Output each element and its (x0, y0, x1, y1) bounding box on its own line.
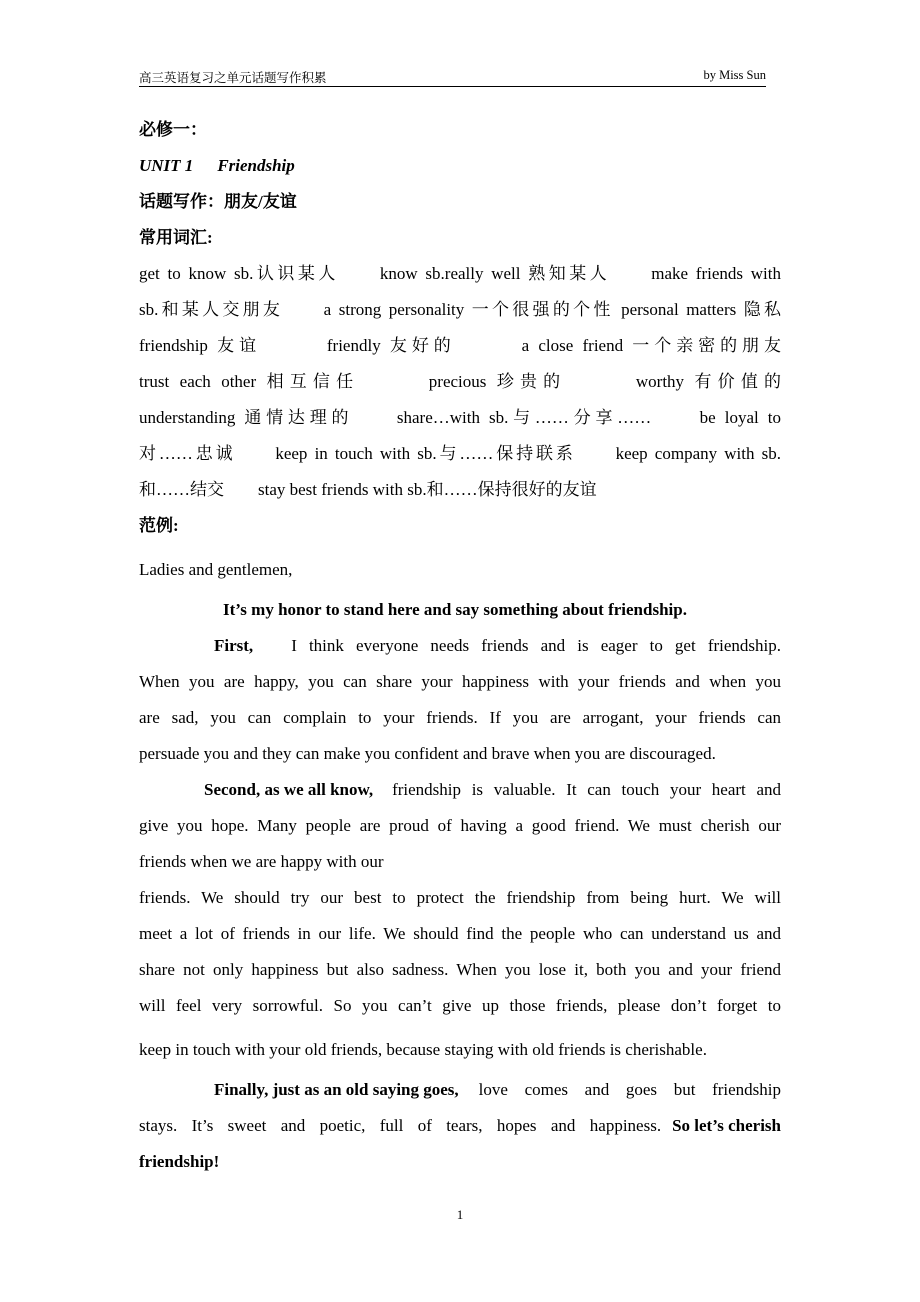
vocab-line: understanding 通情达理的 share…with sb.与……分享…… be loyal to (139, 408, 781, 427)
essay-line: friends. We should try our best to protect the friendship from being hurt. We will (139, 888, 781, 907)
header-author: by Miss Sun (703, 68, 766, 82)
unit-number: UNIT 1 (139, 156, 194, 175)
page-number: 1 (456, 1207, 464, 1222)
vocab-line: get to know sb.认识某人 know sb.really well 熟知某人 make friends with (139, 264, 781, 283)
module-heading: 必修一： (139, 120, 207, 139)
paragraph-lead: Finally, just as an old saying goes, (214, 1080, 459, 1099)
example-heading: 范例: (139, 516, 179, 535)
essay-paragraph-1-first-line (139, 628, 781, 664)
closing-emphasis: So let’s cherish (672, 1116, 781, 1135)
header-title: 高三英语复习之单元话题写作积累 (139, 71, 327, 85)
page-header (139, 68, 766, 87)
essay-line: give you hope. Many people are proud of having a good friend. We must cherish our (139, 816, 781, 835)
essay-line (139, 1108, 781, 1144)
paragraph-lead: Second, as we all know, (204, 780, 374, 799)
paragraph-text: friendship is valuable. It can touch your heart and (392, 780, 781, 799)
unit-heading (139, 148, 781, 184)
essay-line: friends when we are happy with our (139, 852, 384, 871)
vocab-heading: 常用词汇: (139, 228, 213, 247)
essay-salutation: Ladies and gentlemen, (139, 560, 293, 579)
vocab-line: friendship 友谊 friendly 友好的 a close friend 一个亲密的朋友 (139, 336, 781, 355)
essay-line: When you are happy, you can share your happiness with your friends and when you (139, 672, 781, 691)
document-body (139, 112, 781, 1180)
topic-heading: 话题写作：朋友/友谊 (139, 192, 297, 211)
essay-line: keep in touch with your old friends, because staying with old friends is cherishable. (139, 1040, 707, 1059)
vocab-line: trust each other 相互信任 precious 珍贵的 worthy 有价值的 (139, 372, 781, 391)
essay-line: are sad, you can complain to your friends. If you are arrogant, your friends can (139, 708, 781, 727)
essay-paragraph-4-first-line (139, 1072, 781, 1108)
essay-line: will feel very sorrowful. So you can’t give up those friends, please don’t forget to (139, 996, 781, 1015)
closing-emphasis-end: friendship! (139, 1152, 220, 1171)
essay-line: share not only happiness but also sadness. When you lose it, both you and your friend (139, 960, 781, 979)
essay-opening: It’s my honor to stand here and say something about friendship. (223, 600, 687, 619)
paragraph-text: stays. It’s sweet and poetic, full of tears, hopes and happiness. (139, 1116, 662, 1135)
paragraph-lead: First, (214, 636, 254, 655)
essay-line: persuade you and they can make you confident and brave when you are discouraged. (139, 744, 716, 763)
essay-line: meet a lot of friends in our life. We should find the people who can understand us and (139, 924, 781, 943)
vocab-line: 和……结交 stay best friends with sb.和……保持很好的友谊 (139, 480, 597, 499)
vocab-line: sb.和某人交朋友 a strong personality 一个很强的个性 personal matters 隐私 (139, 300, 781, 319)
vocab-line: 对……忠诚 keep in touch with sb.与……保持联系 keep company with sb. (139, 444, 781, 463)
paragraph-text: I think everyone needs friends and is eager to get friendship. (291, 636, 781, 655)
essay-paragraph-2-first-line (139, 772, 781, 808)
paragraph-text: love comes and goes but friendship (478, 1080, 781, 1099)
unit-title: Friendship (217, 156, 295, 175)
